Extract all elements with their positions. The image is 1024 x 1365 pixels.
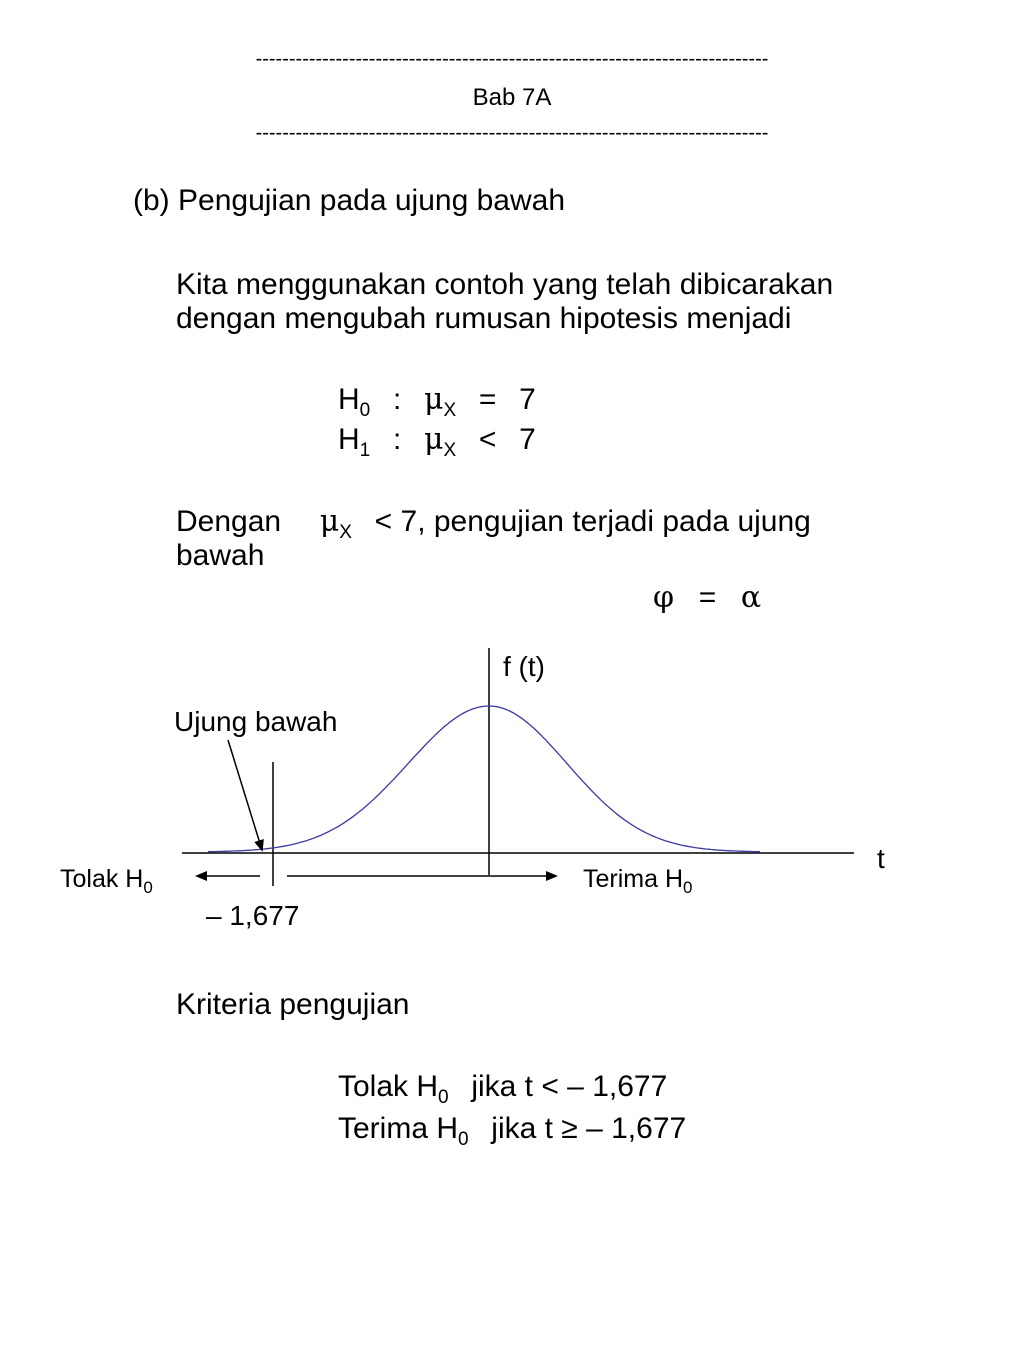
criteria-reject-rule: jika t < – 1,677 — [471, 1070, 668, 1103]
criteria-accept — [338, 1112, 687, 1150]
reject-region-label — [60, 865, 153, 897]
h1-subscript: 1 — [359, 440, 371, 461]
equals-sign: = — [698, 581, 717, 614]
h0-value: 7 — [519, 383, 536, 416]
criteria-reject — [338, 1070, 668, 1108]
intro-line-2: dengan mengubah rumusan hipotesis menjadi — [176, 302, 792, 335]
section-heading: (b) Pengujian pada ujung bawah — [133, 184, 565, 217]
phi-symbol: φ — [653, 580, 675, 615]
accept-region-label — [583, 865, 693, 897]
critical-value-label: – 1,677 — [206, 900, 300, 931]
y-axis-label: f (t) — [503, 651, 545, 682]
criteria-reject-subscript: 0 — [438, 1087, 449, 1108]
accept-region-subscript: 0 — [683, 878, 693, 897]
condition-prefix: Dengan — [176, 505, 282, 538]
h1-symbol: H — [338, 423, 360, 456]
condition-mu: μ — [319, 504, 340, 539]
h1-colon: : — [392, 423, 402, 456]
tail-pointer-arrow — [228, 740, 262, 850]
header-rule-bottom: ----------------------------------------------------------------------------- — [255, 122, 769, 144]
h0-mu-subscript: X — [443, 400, 457, 421]
h1-mu: μ — [423, 422, 444, 457]
header-rule-top: ----------------------------------------------------------------------------- — [255, 48, 769, 70]
condition-line-2: bawah — [176, 539, 265, 572]
h0-operator: = — [478, 383, 497, 416]
accept-region-text: Terima H — [583, 865, 684, 893]
intro-line-1: Kita menggunakan contoh yang telah dibicarakan — [176, 268, 834, 301]
criteria-accept-subscript: 0 — [458, 1129, 469, 1150]
tail-label: Ujung bawah — [174, 706, 338, 737]
condition-mu-subscript: X — [339, 522, 352, 543]
h1-value: 7 — [519, 423, 536, 456]
h0-symbol: H — [338, 383, 360, 416]
criteria-reject-text: Tolak H — [338, 1070, 439, 1103]
h0-mu: μ — [423, 382, 444, 417]
h0-subscript: 0 — [359, 400, 371, 421]
chapter-title: Bab 7A — [472, 84, 552, 111]
h1-mu-subscript: X — [443, 440, 457, 461]
criteria-accept-text: Terima H — [338, 1112, 459, 1145]
criteria-title: Kriteria pengujian — [176, 988, 410, 1021]
alpha-symbol: α — [740, 580, 762, 615]
criteria-accept-rule: jika t ≥ – 1,677 — [491, 1112, 687, 1145]
x-axis-label: t — [877, 843, 885, 874]
h0-colon: : — [392, 383, 402, 416]
reject-region-subscript: 0 — [143, 878, 153, 897]
h1-operator: < — [478, 423, 497, 456]
condition-rest: < 7, pengujian terjadi pada ujung — [374, 505, 811, 538]
reject-region-text: Tolak H — [60, 865, 144, 893]
